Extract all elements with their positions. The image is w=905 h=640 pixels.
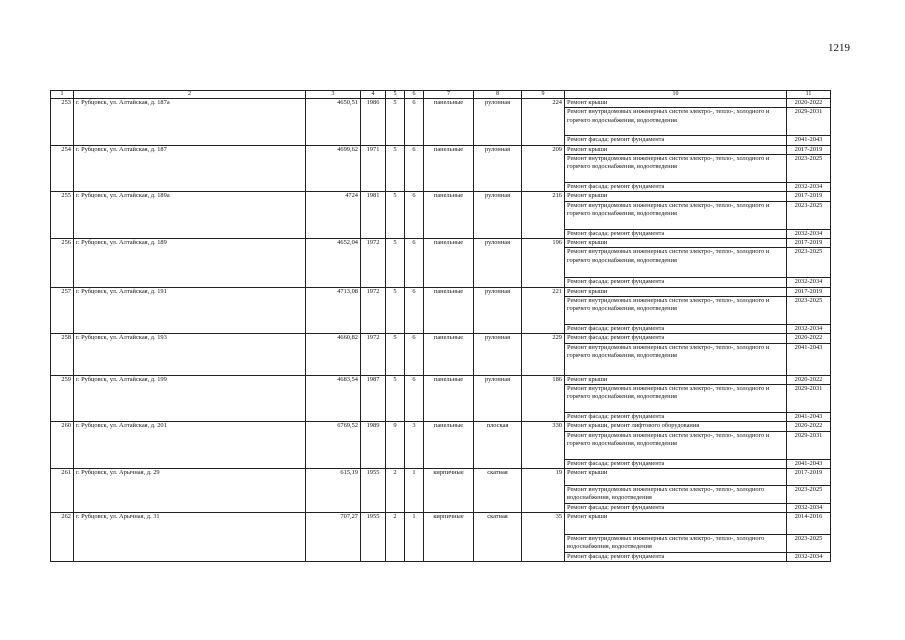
building-address: г. Рубцовск, ул. Алтайская, д. 199	[74, 375, 306, 422]
residents-count: 221	[522, 287, 565, 334]
work-description: Ремонт внутридомовых инженерных систем электро-, тепло-, холодного и горячего водоснабжения, водоотведения	[565, 154, 787, 182]
building-floors: 5	[386, 145, 405, 192]
work-description: Ремонт внутридомовых инженерных систем электро-, тепло-, холодного и горячего водоснабжения, водоотведения	[565, 296, 787, 324]
work-description: Ремонт крыши, ремонт лифтового оборудования	[565, 422, 787, 431]
building-number: 259	[51, 375, 74, 422]
building-entrances: 1	[405, 512, 424, 561]
building-year: 1972	[361, 334, 386, 375]
column-header-6: 6	[405, 91, 424, 99]
building-number: 261	[51, 468, 74, 512]
work-description: Ремонт внутридомовых инженерных систем электро-, тепло-, холодного и горячего водоснабжения, водоотведения	[565, 248, 787, 278]
building-number: 256	[51, 238, 74, 287]
wall-material: панельные	[424, 422, 474, 469]
work-description: Ремонт фасада; ремонт фундамента	[565, 324, 787, 333]
table-row	[51, 422, 831, 431]
building-area: 615,19	[306, 468, 361, 512]
column-header-1: 1	[51, 91, 74, 99]
roof-type: скатная	[474, 512, 522, 561]
page-number: 1219	[828, 42, 850, 54]
building-entrances: 6	[405, 192, 424, 239]
building-entrances: 1	[405, 468, 424, 512]
building-number: 257	[51, 287, 74, 334]
building-number: 255	[51, 192, 74, 239]
work-description: Ремонт крыши	[565, 99, 787, 108]
building-address: г. Рубцовск, ул. Алтайская, д. 187	[74, 145, 306, 192]
building-floors: 2	[386, 468, 405, 512]
building-area: 4724	[306, 192, 361, 239]
building-area: 4660,82	[306, 334, 361, 375]
work-period: 2020-2022	[787, 422, 831, 431]
roof-type: рулонная	[474, 375, 522, 422]
table-row	[51, 99, 831, 108]
residents-count: 224	[522, 99, 565, 146]
work-description: Ремонт крыши	[565, 512, 787, 534]
wall-material: панельные	[424, 192, 474, 239]
work-period: 2017-2019	[787, 287, 831, 296]
residents-count: 330	[522, 422, 565, 469]
work-period: 2020-2022	[787, 334, 831, 343]
building-floors: 5	[386, 238, 405, 287]
work-description: Ремонт фасада; ремонт фундамента	[565, 503, 787, 512]
building-address: г. Рубцовск, ул. Алтайская, д. 193	[74, 334, 306, 375]
column-header-9: 9	[522, 91, 565, 99]
work-period: 2029-2031	[787, 431, 831, 459]
work-description: Ремонт крыши	[565, 375, 787, 384]
building-number: 253	[51, 99, 74, 146]
work-description: Ремонт внутридомовых инженерных систем электро-, тепло-, холодного и горячего водоснабжения, водоотведения	[565, 343, 787, 375]
work-period: 2032-2034	[787, 229, 831, 238]
building-entrances: 6	[405, 99, 424, 146]
work-description: Ремонт крыши	[565, 287, 787, 296]
building-entrances: 6	[405, 238, 424, 287]
building-year: 1981	[361, 192, 386, 239]
work-description: Ремонт внутридомовых инженерных систем электро-, тепло-, холодного и горячего водоснабжения, водоотведения	[565, 384, 787, 412]
residents-count: 35	[522, 512, 565, 561]
column-header-4: 4	[361, 91, 386, 99]
roof-type: рулонная	[474, 192, 522, 239]
work-period: 2029-2031	[787, 384, 831, 412]
column-header-8: 8	[474, 91, 522, 99]
roof-type: рулонная	[474, 287, 522, 334]
column-header-5: 5	[386, 91, 405, 99]
work-description: Ремонт фасада; ремонт фундамента	[565, 182, 787, 191]
work-period: 2017-2019	[787, 192, 831, 201]
table-row	[51, 145, 831, 154]
table-row	[51, 192, 831, 201]
building-entrances: 6	[405, 375, 424, 422]
building-year: 1972	[361, 287, 386, 334]
column-number-row	[51, 91, 831, 99]
work-period: 2032-2034	[787, 503, 831, 512]
work-period: 2032-2034	[787, 278, 831, 287]
column-header-2: 2	[74, 91, 306, 99]
building-address: г. Рубцовск, ул. Арычная, д. 29	[74, 468, 306, 512]
building-address: г. Рубцовск, ул. Алтайская, д. 187а	[74, 99, 306, 146]
table-row	[51, 375, 831, 384]
residents-count: 186	[522, 375, 565, 422]
building-entrances: 6	[405, 334, 424, 375]
building-number: 262	[51, 512, 74, 561]
work-period: 2041-2043	[787, 459, 831, 468]
work-description: Ремонт крыши	[565, 238, 787, 247]
building-floors: 2	[386, 512, 405, 561]
work-description: Ремонт внутридомовых инженерных систем электро-, тепло-, холодного и горячего водоснабжения, водоотведения	[565, 431, 787, 459]
work-description: Ремонт фасада; ремонт фундамента	[565, 278, 787, 287]
building-floors: 5	[386, 375, 405, 422]
building-floors: 5	[386, 287, 405, 334]
column-header-11: 11	[787, 91, 831, 99]
work-period: 2029-2031	[787, 108, 831, 136]
work-period: 2023-2025	[787, 485, 831, 503]
work-description: Ремонт фасада; ремонт фундамента	[565, 334, 787, 343]
residents-count: 19	[522, 468, 565, 512]
building-year: 1955	[361, 512, 386, 561]
building-floors: 9	[386, 422, 405, 469]
building-year: 1987	[361, 375, 386, 422]
roof-type: плоская	[474, 422, 522, 469]
building-entrances: 6	[405, 145, 424, 192]
table-row	[51, 468, 831, 485]
building-floors: 5	[386, 99, 405, 146]
building-year: 1989	[361, 422, 386, 469]
work-description: Ремонт крыши	[565, 192, 787, 201]
work-period: 2014-2016	[787, 512, 831, 534]
work-description: Ремонт фасада; ремонт фундамента	[565, 229, 787, 238]
buildings-table	[50, 90, 831, 562]
building-area: 6769,52	[306, 422, 361, 469]
wall-material: кирпичные	[424, 512, 474, 561]
work-period: 2020-2022	[787, 99, 831, 108]
residents-count: 229	[522, 334, 565, 375]
building-entrances: 6	[405, 287, 424, 334]
building-area: 707,27	[306, 512, 361, 561]
building-address: г. Рубцовск, ул. Алтайская, д. 189	[74, 238, 306, 287]
work-period: 2032-2034	[787, 182, 831, 191]
work-period: 2041-2043	[787, 343, 831, 375]
building-address: г. Рубцовск, ул. Алтайская, д. 189а	[74, 192, 306, 239]
work-description: Ремонт внутридомовых инженерных систем электро-, тепло-, холодного и горячего водоснабжения, водоотведения	[565, 201, 787, 229]
table-body	[51, 99, 831, 562]
residents-count: 216	[522, 192, 565, 239]
work-period: 2017-2019	[787, 145, 831, 154]
building-area: 4683,54	[306, 375, 361, 422]
building-area: 4699,62	[306, 145, 361, 192]
wall-material: кирпичные	[424, 468, 474, 512]
wall-material: панельные	[424, 287, 474, 334]
column-header-7: 7	[424, 91, 474, 99]
residents-count: 196	[522, 238, 565, 287]
roof-type: скатная	[474, 468, 522, 512]
work-period: 2041-2043	[787, 136, 831, 145]
table-row	[51, 287, 831, 296]
building-year: 1971	[361, 145, 386, 192]
work-description: Ремонт внутридомовых инженерных систем электро-, тепло-, холодного и горячего водоснабжения, водоотведения	[565, 108, 787, 136]
building-address: г. Рубцовск, ул. Алтайская, д. 191	[74, 287, 306, 334]
building-number: 254	[51, 145, 74, 192]
work-period: 2017-2019	[787, 468, 831, 485]
work-period: 2032-2034	[787, 324, 831, 333]
building-area: 4650,51	[306, 99, 361, 146]
roof-type: рулонная	[474, 99, 522, 146]
table-row	[51, 512, 831, 534]
work-description: Ремонт внутридомовых инженерных систем электро-, тепло-, холодного водоснабжения, водоотведения	[565, 534, 787, 552]
work-period: 2032-2034	[787, 552, 831, 561]
building-area: 4652,04	[306, 238, 361, 287]
work-description: Ремонт внутридомовых инженерных систем электро-, тепло-, холодного водоснабжения, водоотведения	[565, 485, 787, 503]
work-period: 2023-2025	[787, 154, 831, 182]
table-row	[51, 238, 831, 247]
wall-material: панельные	[424, 334, 474, 375]
building-number: 258	[51, 334, 74, 375]
building-year: 1986	[361, 99, 386, 146]
building-year: 1955	[361, 468, 386, 512]
wall-material: панельные	[424, 375, 474, 422]
work-period: 2041-2043	[787, 412, 831, 421]
work-period: 2023-2025	[787, 296, 831, 324]
building-address: г. Рубцовск, ул. Алтайская, д. 201	[74, 422, 306, 469]
work-description: Ремонт фасада; ремонт фундамента	[565, 552, 787, 561]
residents-count: 209	[522, 145, 565, 192]
work-period: 2020-2022	[787, 375, 831, 384]
wall-material: панельные	[424, 238, 474, 287]
work-description: Ремонт фасада; ремонт фундамента	[565, 459, 787, 468]
work-description: Ремонт крыши	[565, 468, 787, 485]
roof-type: рулонная	[474, 334, 522, 375]
work-period: 2023-2025	[787, 534, 831, 552]
roof-type: рулонная	[474, 145, 522, 192]
wall-material: панельные	[424, 99, 474, 146]
work-period: 2023-2025	[787, 201, 831, 229]
roof-type: рулонная	[474, 238, 522, 287]
work-description: Ремонт крыши	[565, 145, 787, 154]
wall-material: панельные	[424, 145, 474, 192]
work-period: 2017-2019	[787, 238, 831, 247]
work-description: Ремонт фасада; ремонт фундамента	[565, 412, 787, 421]
building-area: 4713,08	[306, 287, 361, 334]
building-year: 1972	[361, 238, 386, 287]
building-floors: 5	[386, 192, 405, 239]
column-header-3: 3	[306, 91, 361, 99]
column-header-10: 10	[565, 91, 787, 99]
building-number: 260	[51, 422, 74, 469]
work-description: Ремонт фасада; ремонт фундамента	[565, 136, 787, 145]
building-entrances: 3	[405, 422, 424, 469]
work-period: 2023-2025	[787, 248, 831, 278]
building-address: г. Рубцовск, ул. Арычная, д. 31	[74, 512, 306, 561]
table-row	[51, 334, 831, 343]
building-floors: 5	[386, 334, 405, 375]
